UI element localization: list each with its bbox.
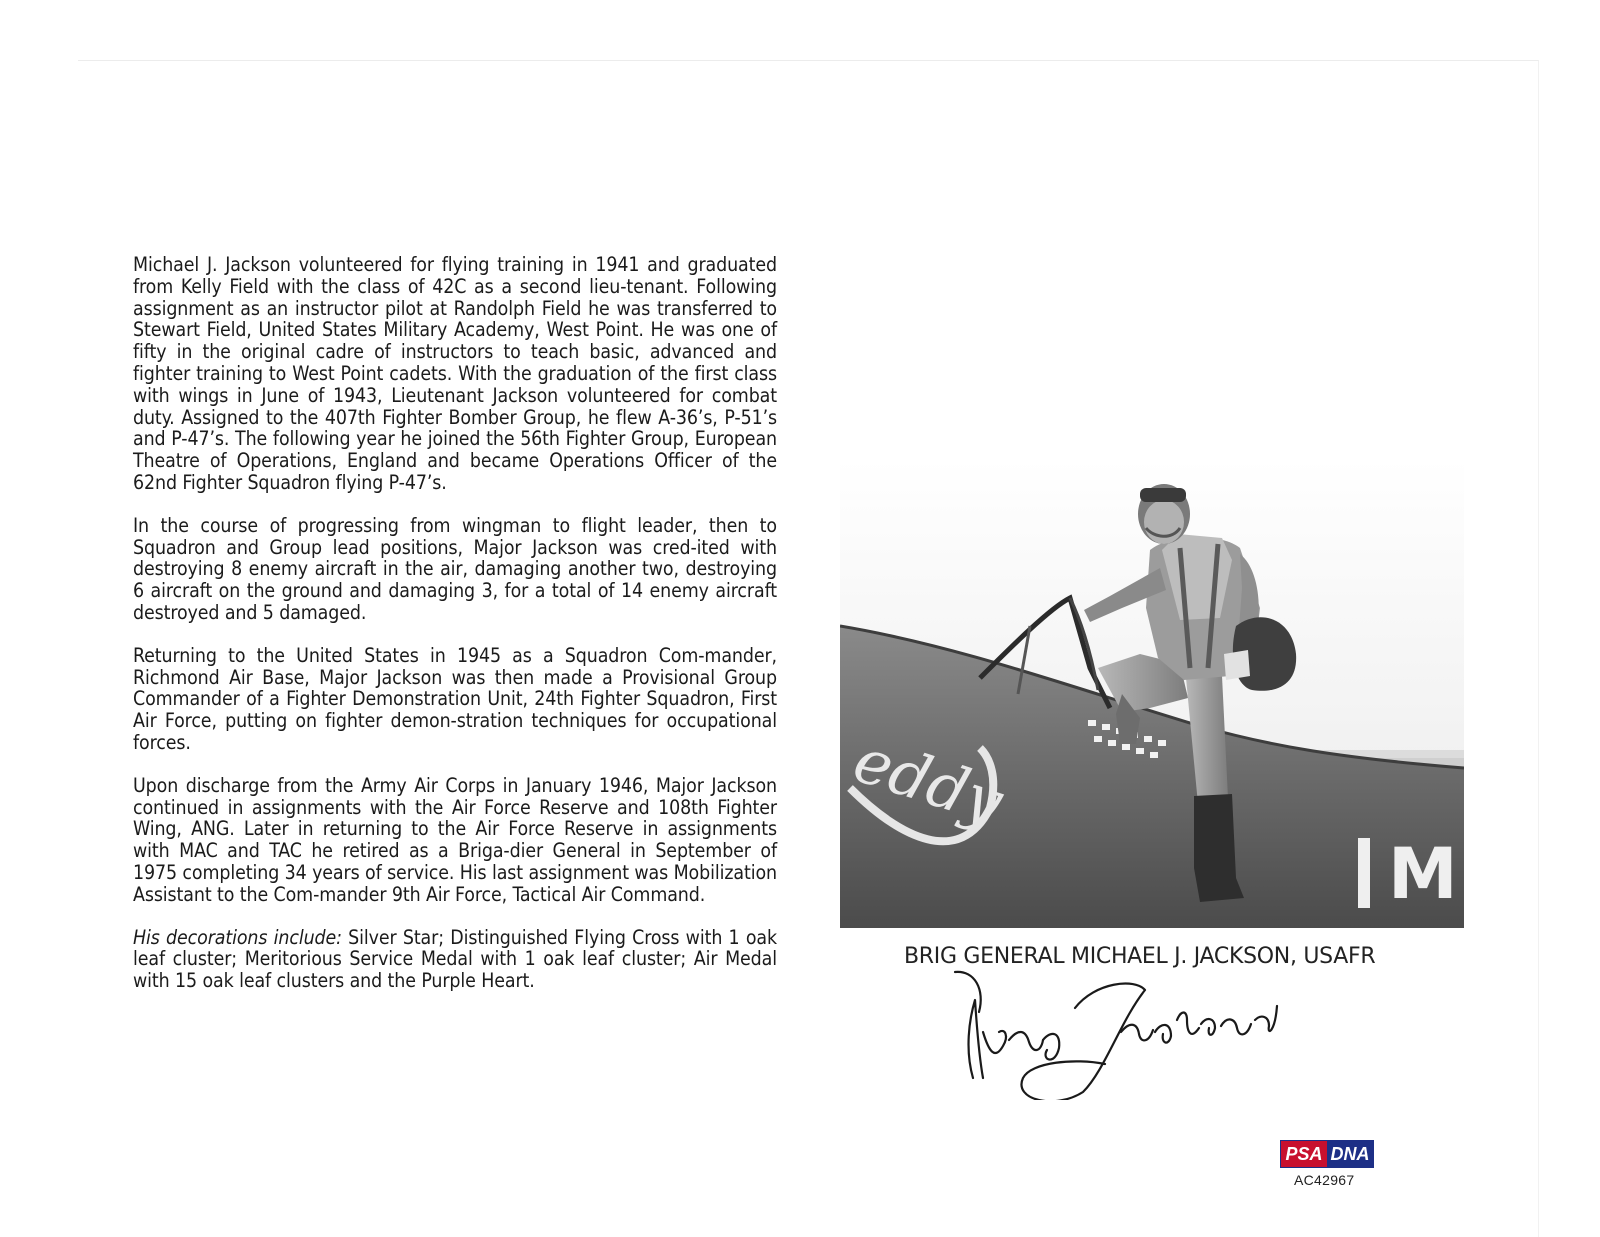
fuselage-letters: M	[1388, 833, 1458, 915]
psa-dna-logo	[1280, 1140, 1374, 1168]
autograph-signature	[925, 960, 1305, 1100]
psa-logo-text: PSA	[1281, 1141, 1327, 1167]
pilot-photo	[840, 458, 1464, 928]
decorations-lead: His decorations include:	[133, 925, 342, 949]
bio-paragraph: Returning to the United States in 1945 as a Squadron Com-mander, Richmond Air Base, Major Jackson was then made a Provisional Group Commander of a Fighter Demonstration Unit, 24th Fighter Squadron, First Air Force, putting on fighter demon-stration techniques for occupational forces.	[133, 643, 777, 754]
decorations-paragraph	[133, 927, 777, 992]
biography-text	[133, 254, 777, 1013]
bio-paragraph: In the course of progressing from wingman to flight leader, then to Squadron and Group lead positions, Major Jackson was cred-ited with destroying 8 enemy aircraft in the air, damaging another two, destroying 6 aircraft on the ground and damaging 3, for a total of 14 enemy aircraft destroyed and 5 damaged.	[133, 513, 777, 624]
bio-paragraph: Michael J. Jackson volunteered for flying training in 1941 and graduated from Kelly Field with the class of 42C as a second lieu-tenant. Following assignment as an instructor pilot at Randolph Field he was transferred to Stewart Field, United States Military Academy, West Point. He was one of fifty in the original cadre of instructors to teach basic, advanced and fighter training to West Point cadets. With the graduation of the first class with wings in June of 1943, Lieutenant Jackson volunteered for combat duty. Assigned to the 407th Fighter Bomber Group, he flew A-36’s, P-51’s and P-47’s. The following year he joined the 56th Fighter Group, European Theatre of Operations, England and became Operations Officer of the 62nd Fighter Squadron flying P-47’s.	[133, 253, 777, 494]
authentication-code: AC42967	[1294, 1172, 1355, 1188]
decorations-text: Silver Star; Distinguished Flying Cross with 1 oak leaf cluster; Meritorious Service Medal with 1 oak leaf cluster; Air Medal with 15 oak leaf clusters and the Purple Heart.	[133, 925, 777, 993]
bio-paragraph: Upon discharge from the Army Air Corps in January 1946, Major Jackson continued in assignments with the Air Force Reserve and 108th Fighter Wing, ANG. Later in returning to the Air Force Reserve in assignments with MAC and TAC he retired as a Briga-dier General in September of 1975 completing 34 years of service. His last assignment was Mobilization Assistant to the Com-mander 9th Air Force, Tactical Air Command.	[133, 773, 777, 906]
dna-logo-text: DNA	[1327, 1141, 1373, 1167]
nose-art: eddy	[845, 722, 1012, 839]
photo-caption: BRIG GENERAL MICHAEL J. JACKSON, USAFR	[904, 944, 1376, 969]
